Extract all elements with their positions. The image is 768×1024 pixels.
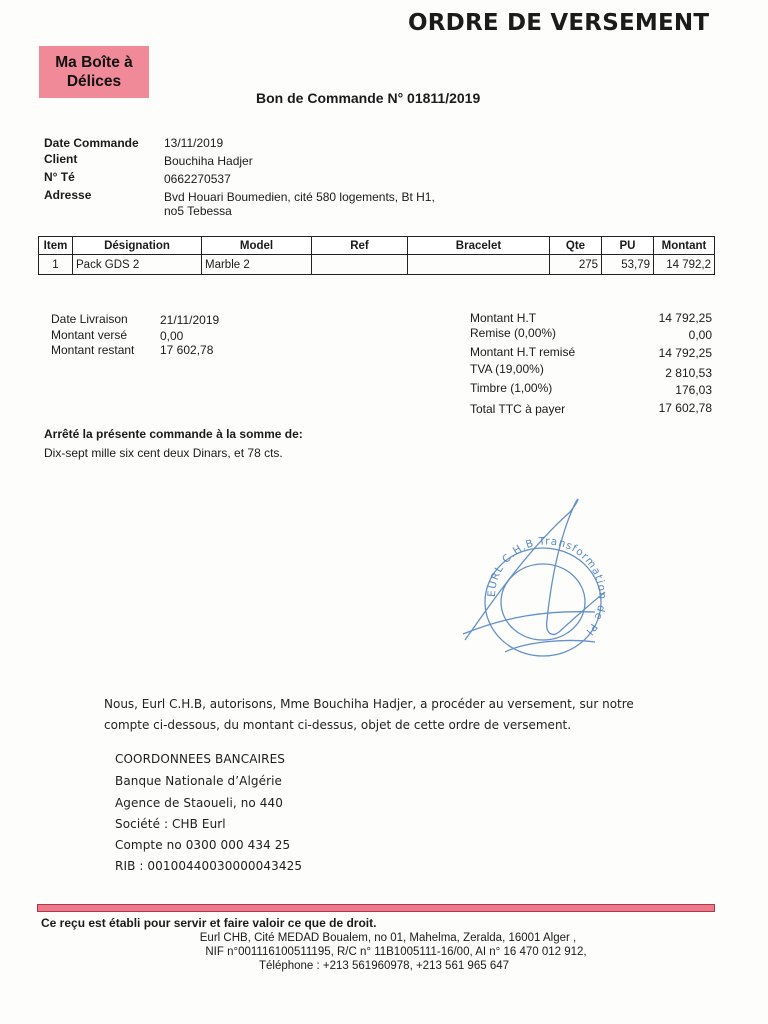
column-header: Montant <box>654 237 715 255</box>
column-header: Item <box>39 237 73 255</box>
company-stamp <box>455 492 615 672</box>
phone-label: N° Té <box>44 170 75 184</box>
client-label: Client <box>44 152 78 166</box>
total-value: 0,00 <box>688 328 712 342</box>
table-cell: 53,79 <box>602 255 654 275</box>
date-livraison-value: 21/11/2019 <box>160 313 220 327</box>
table-row <box>39 255 715 275</box>
montant-restant-value: 17 602,78 <box>160 343 214 357</box>
table-cell <box>408 255 550 275</box>
total-label: Timbre (1,00%) <box>470 381 553 395</box>
bank-name: Banque Nationale d’Algérie <box>115 774 283 788</box>
column-header: Bracelet <box>408 237 550 255</box>
footer-address: Eurl CHB, Cité MEDAD Boualem, no 01, Mahelma, Zeralda, 16001 Alger , <box>199 932 577 944</box>
address-value-line2: no5 Tebessa <box>164 204 232 218</box>
footer-note: Ce reçu est établi pour servir et faire valoir ce que de droit. <box>41 916 377 930</box>
column-header: Model <box>202 237 312 255</box>
amount-in-words: Dix-sept mille six cent deux Dinars, et 78 cts. <box>44 446 283 460</box>
table-cell: 275 <box>550 255 602 275</box>
authorization-text: Nous, Eurl C.H.B, autorisons, Mme Bouchiha Hadjer, a procéder au versement, sur notre compte ci-dessous, du montant ci-dessus, objet de cette ordre de versement. <box>104 697 634 732</box>
column-header: Qte <box>550 237 602 255</box>
table-cell: Pack GDS 2 <box>73 255 202 275</box>
phone-value: 0662270537 <box>164 172 231 186</box>
column-header: PU <box>602 237 654 255</box>
footer-registration: NIF n°001116100511195, R/C n° 11B1005111-16/00, AI n° 16 470 012 912, <box>205 946 587 958</box>
bank-company: Société : CHB Eurl <box>115 817 226 831</box>
total-label: Montant H.T remisé <box>470 345 576 359</box>
table-cell: 14 792,2 <box>654 255 715 275</box>
address-value-line1: Bvd Houari Boumedien, cité 580 logements, Bt H1, <box>164 190 435 204</box>
date-commande-value: 13/11/2019 <box>164 136 224 150</box>
document-title: ORDRE DE VERSEMENT <box>408 10 710 36</box>
address-label: Adresse <box>44 188 92 202</box>
client-value: Bouchiha Hadjer <box>164 154 253 168</box>
total-label: Total TTC à payer <box>470 402 566 416</box>
arrete-label: Arrêté la présente commande à la somme de: <box>44 427 303 441</box>
footer-phone: Téléphone : +213 561960978, +213 561 965 647 <box>258 960 510 972</box>
stamp-signature-graphic <box>455 492 615 672</box>
stamp-text: EURL C.H.B Transformation de Pl <box>485 535 609 638</box>
total-value: 14 792,25 <box>658 311 712 325</box>
company-logo: Ma Boîte à Délices <box>39 46 149 98</box>
bank-agency: Agence de Staoueli, no 440 <box>115 796 283 810</box>
date-commande-label: Date Commande <box>44 136 139 150</box>
table-cell <box>312 255 408 275</box>
table-cell: Marble 2 <box>202 255 312 275</box>
items-table <box>38 236 715 275</box>
montant-verse-value: 0,00 <box>160 329 184 343</box>
bank-account: Compte no 0300 000 434 25 <box>115 838 291 852</box>
bank-heading: COORDONNEES BANCAIRES <box>115 752 286 766</box>
total-value: 14 792,25 <box>658 346 712 360</box>
table-cell: 1 <box>39 255 73 275</box>
column-header: Ref <box>312 237 408 255</box>
total-label: Montant H.T <box>470 311 537 325</box>
total-label: TVA (19,00%) <box>470 362 544 376</box>
montant-restant-label: Montant restant <box>51 343 135 357</box>
total-value: 2 810,53 <box>665 366 712 380</box>
total-value: 17 602,78 <box>658 401 712 415</box>
montant-verse-label: Montant versé <box>51 328 128 342</box>
total-label: Remise (0,00%) <box>470 326 557 340</box>
date-livraison-label: Date Livraison <box>51 312 128 326</box>
column-header: Désignation <box>73 237 202 255</box>
footer-divider <box>37 904 715 912</box>
bank-rib: RIB : 00100440030000043425 <box>115 859 303 873</box>
order-title: Bon de Commande N° 01811/2019 <box>256 90 481 106</box>
table-header-row <box>39 237 715 255</box>
total-value: 176,03 <box>675 383 712 397</box>
